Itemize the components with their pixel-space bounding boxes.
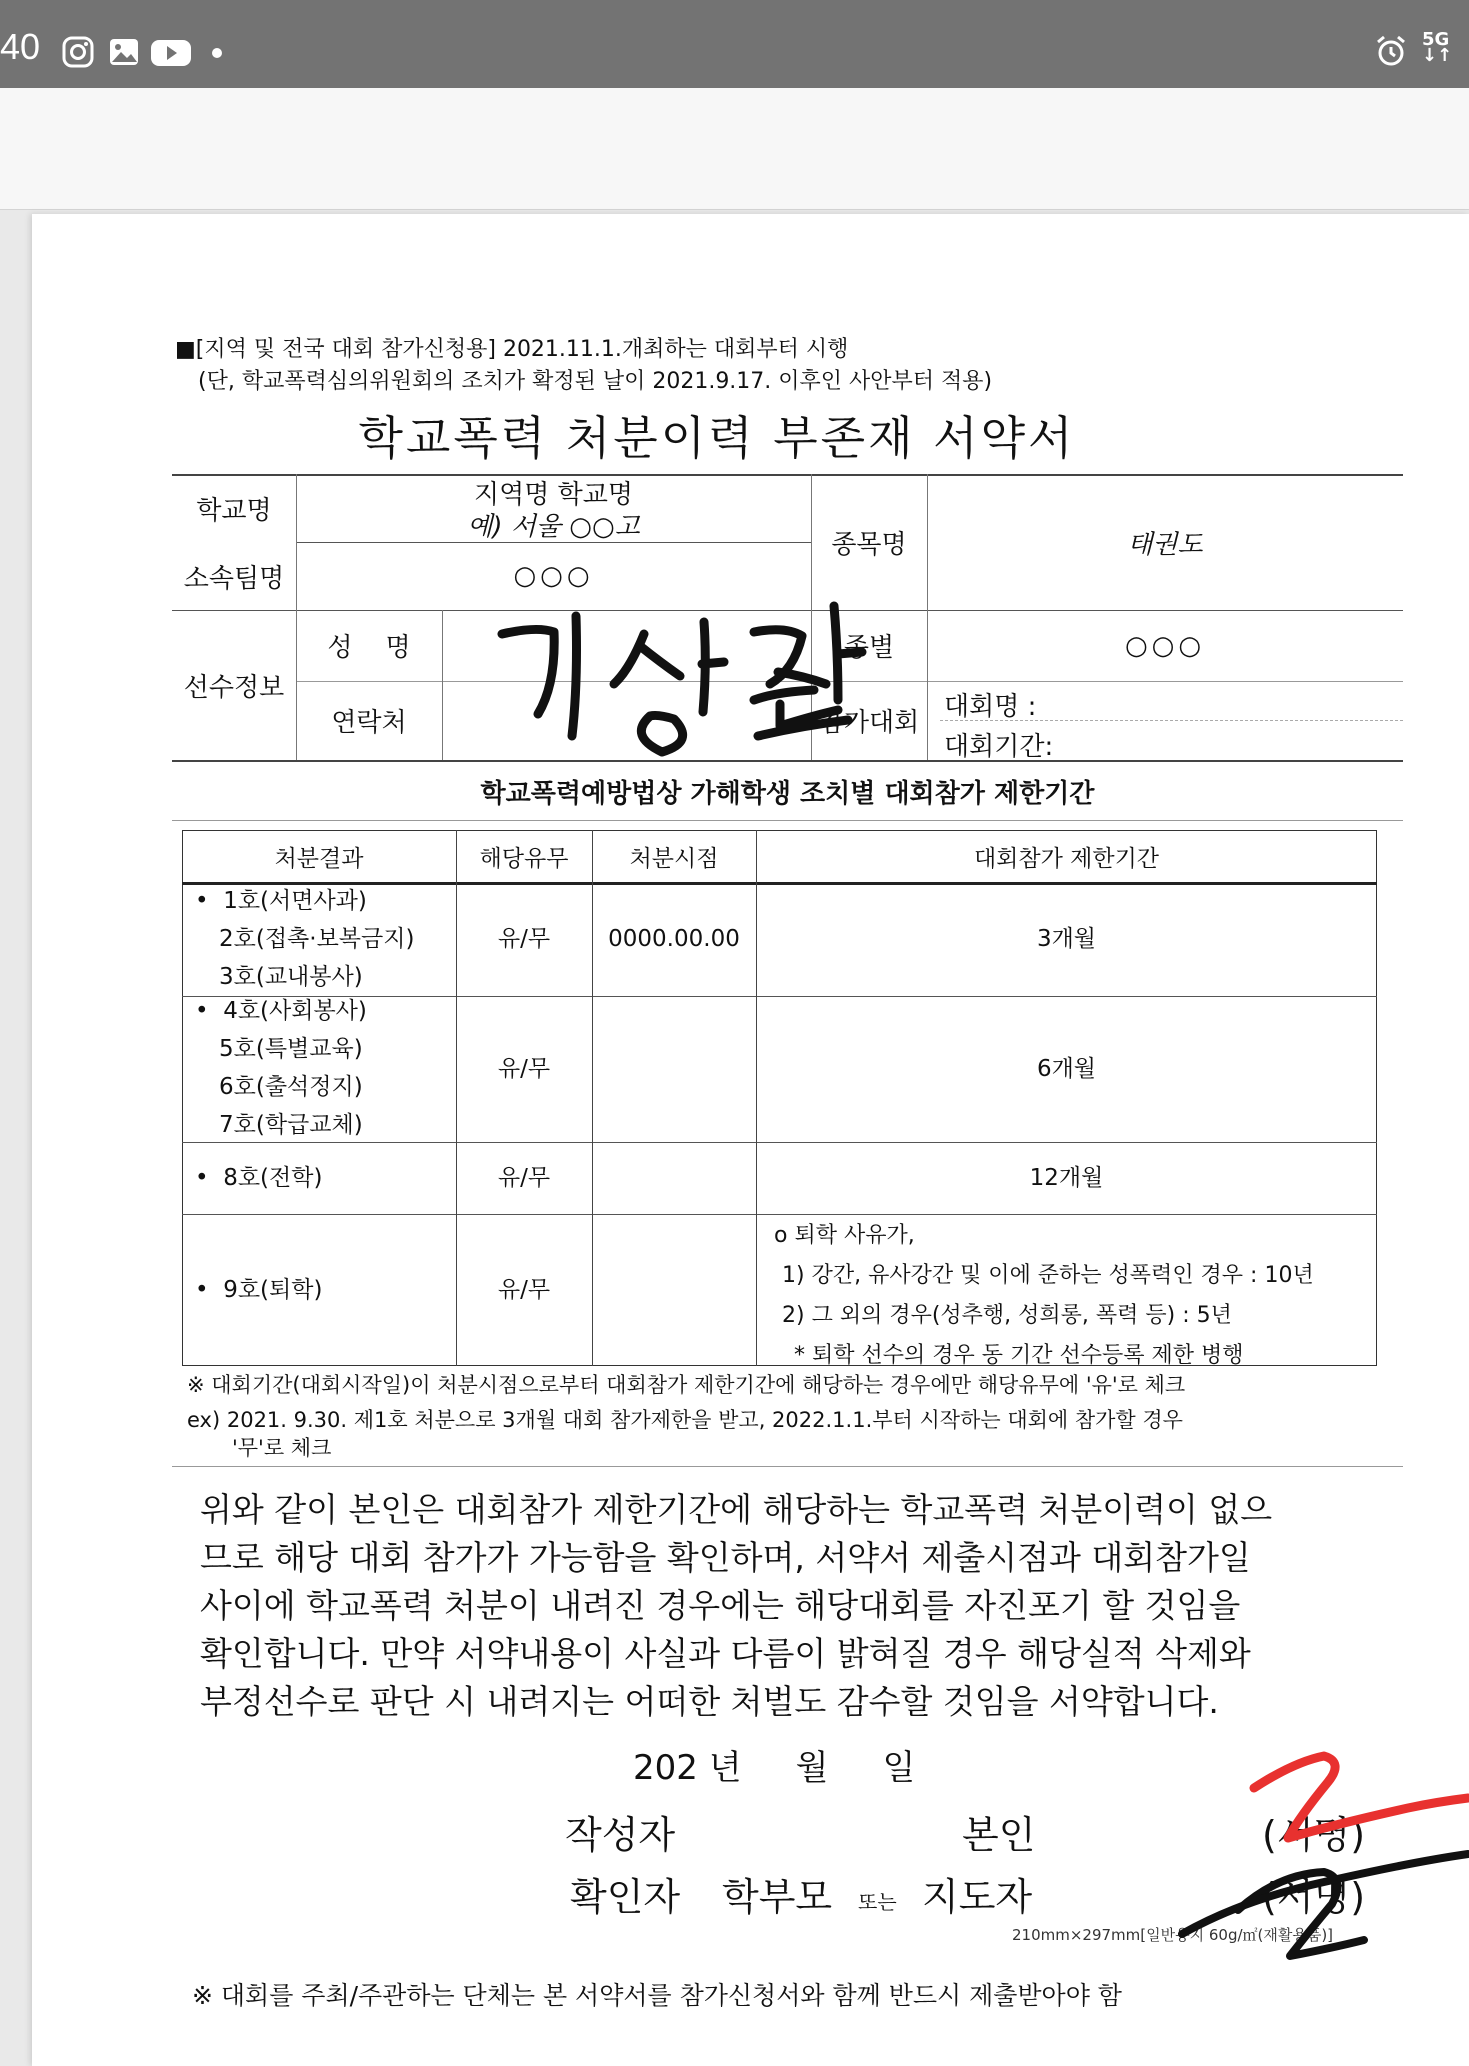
confirmer-label: 확인자 [570, 1875, 681, 1919]
confirmer-parent: 학부모 [722, 1875, 833, 1919]
contact-label: 연락처 [331, 708, 407, 738]
row-2-period: 6개월 [1036, 1056, 1097, 1082]
author-label: 작성자 [565, 1813, 676, 1857]
item: 4호(사회봉사) [223, 998, 367, 1024]
divider [182, 1214, 1377, 1215]
name-field[interactable] [442, 610, 811, 681]
pledge-line: 위와 같이 본인은 대회참가 제한기간에 해당하는 학교폭력 처분이력이 없으 [200, 1490, 1273, 1529]
pledge-line: 므로 해당 대회 참가가 가능함을 확인하며, 서약서 제출시점과 대회참가일 [200, 1538, 1251, 1577]
gallery-icon [108, 36, 140, 68]
notice-line-2: (단, 학교폭력심의위원회의 조치가 확정된 날이 2021.9.17. 이후인 사안부터 적용) [198, 369, 993, 394]
category-label: 종별 [843, 633, 895, 663]
name-label: 성 명 [327, 633, 411, 663]
row-2-applicable[interactable]: 유/무 [497, 1056, 551, 1082]
team-label: 소속팀명 [183, 563, 285, 594]
footer-note: ※ 대회를 주최/주관하는 단체는 본 서약서를 참가신청서와 함께 반드시 제출받아야 함 [192, 1981, 1122, 2010]
team-value: ○○○ [513, 561, 594, 591]
table-row-2-items [195, 992, 367, 1144]
item: 3호(교내봉사) [219, 964, 363, 990]
category-value: ○○○ [1124, 630, 1206, 661]
pledge-line: 부정선수로 판단 시 내려지는 어떠한 처벌도 감수할 것임을 서약합니다. [200, 1682, 1219, 1721]
signature-field-2[interactable]: (서명) [1262, 1875, 1366, 1919]
period-line: o 퇴학 사유가, [774, 1223, 915, 1248]
event-value: 태권도 [1127, 529, 1203, 560]
header-result: 처분결과 [274, 845, 364, 872]
note-1: ※ 대회기간(대회시작일)이 처분시점으로부터 대회참가 제한기간에 해당하는 경우에만 해당유무에 '유'로 체크 [187, 1373, 1186, 1397]
bullet: • [195, 888, 224, 914]
header-date: 처분시점 [629, 845, 719, 872]
pledge-line: 확인합니다. 만약 서약내용이 사실과 다름이 밝혀질 경우 해당실적 삭제와 [200, 1634, 1251, 1673]
youtube-icon [150, 36, 192, 68]
item: 2호(접촉·보복금지) [219, 926, 415, 952]
date-line: 202 년 월 일 [633, 1748, 916, 1788]
divider [172, 1466, 1403, 1467]
school-label: 학교명 [196, 495, 272, 526]
item: 8호(전학) [223, 1165, 323, 1191]
divider [172, 820, 1403, 821]
notification-dot [212, 48, 222, 58]
page-title: 학교폭력 처분이력 부존재 서약서 [358, 411, 1076, 465]
row-1-date[interactable]: 0000.00.00 [608, 926, 740, 952]
row-3-applicable[interactable]: 유/무 [497, 1165, 551, 1191]
contact-field[interactable] [442, 681, 811, 760]
competition-name-label: 대회명 : [944, 692, 1037, 722]
status-time: 40 [0, 26, 41, 67]
item: 1호(서면사과) [223, 888, 367, 914]
confirmer-coach: 지도자 [922, 1875, 1033, 1919]
bullet: • [195, 998, 224, 1024]
pledge-line: 사이에 학교폭력 처분이 내려진 경우에는 해당대회를 자진포기 할 것임을 [200, 1586, 1241, 1625]
bullet: • [195, 1165, 224, 1191]
author-value: 본인 [962, 1813, 1036, 1857]
instagram-icon [62, 36, 94, 68]
note-2-line-1: ex) 2021. 9.30. 제1호 처분으로 3개월 대회 참가제한을 받고, 2022.1.1.부터 시작하는 대회에 참가할 경우 [187, 1408, 1183, 1432]
table-row-4-items [195, 1271, 322, 1309]
period-line: 1) 강간, 유사강간 및 이에 준하는 성폭력인 경우 : 10년 [782, 1263, 1314, 1288]
signature-field-1[interactable]: (서명) [1262, 1813, 1366, 1857]
note-2-line-2: '무'로 체크 [232, 1436, 332, 1460]
row-1-period: 3개월 [1036, 926, 1097, 952]
period-line: 2) 그 외의 경우(성추행, 성희롱, 폭력 등) : 5년 [782, 1303, 1232, 1328]
period-line: * 퇴학 선수의 경우 동 기간 선수등록 제한 병행 [794, 1343, 1244, 1368]
event-label: 종목명 [831, 529, 907, 560]
notice-line-1: ■[지역 및 전국 대회 참가신청용] 2021.11.1.개최하는 대회부터 시행 [175, 337, 849, 362]
header-period: 대회참가 제한기간 [973, 845, 1160, 872]
row-1-applicable[interactable]: 유/무 [497, 926, 551, 952]
status-bar [0, 0, 1469, 88]
divider [172, 760, 1403, 762]
competition-label: 참가대회 [818, 708, 920, 738]
paper-spec: 210mm×297mm[일반용지 60g/㎡(재활용품)] [1012, 1926, 1334, 1944]
document-page[interactable] [32, 214, 1469, 2066]
item: 7호(학급교체) [219, 1112, 363, 1138]
header-applicable: 해당유무 [479, 845, 569, 872]
row-3-date[interactable] [592, 1142, 756, 1214]
network-label: 5G [1422, 29, 1450, 50]
bullet: • [195, 1277, 224, 1303]
row-4-applicable[interactable]: 유/무 [497, 1277, 551, 1303]
row-2-date[interactable] [592, 996, 756, 1142]
table-row-3-items [195, 1159, 322, 1197]
alarm-icon [1374, 34, 1408, 68]
pledge-paragraph [200, 1486, 1272, 1726]
school-value-line2: 예) 서울 ○○고 [467, 511, 640, 542]
network-5g-icon [1422, 29, 1453, 66]
restriction-subtitle: 학교폭력예방법상 가해학생 조치별 대회참가 제한기간 [480, 778, 1095, 809]
confirmer-or: 또는 [858, 1890, 897, 1914]
item: 9호(퇴학) [223, 1277, 323, 1303]
school-value-line1: 지역명 학교명 [474, 479, 633, 510]
table-row-1-items [195, 882, 414, 996]
item: 5호(특별교육) [219, 1036, 363, 1062]
row-3-period: 12개월 [1029, 1165, 1104, 1191]
viewer-toolbar [0, 88, 1469, 210]
row-4-period [772, 1216, 1314, 1376]
player-info-label: 선수정보 [183, 672, 285, 703]
competition-period-label: 대회기간: [944, 732, 1054, 762]
row-4-date[interactable] [592, 1214, 756, 1366]
data-arrows-icon: ↓↑ [1422, 45, 1453, 66]
item: 6호(출석정지) [219, 1074, 363, 1100]
